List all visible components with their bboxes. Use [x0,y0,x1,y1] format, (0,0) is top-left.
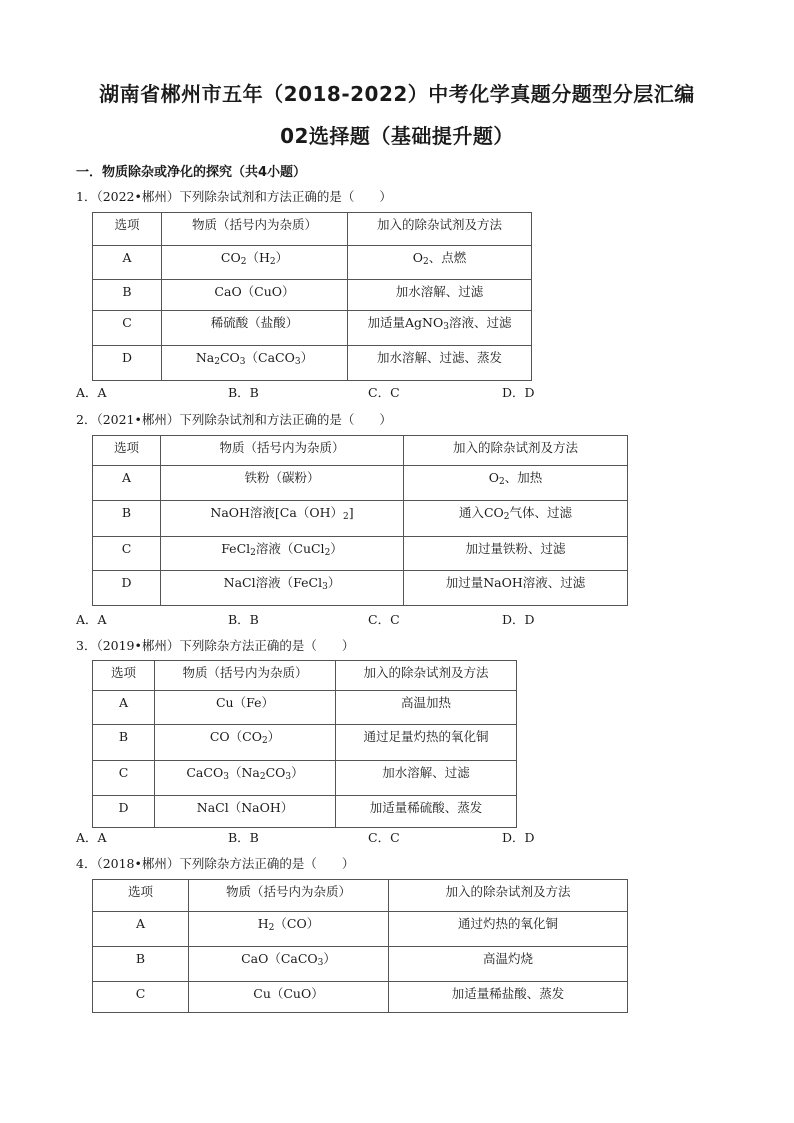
table-header-cell: 选项 [93,880,189,912]
answer-option-b[interactable]: B．B [228,385,259,400]
table-header-cell: 加入的除杂试剂及方法 [348,213,532,246]
answer-option-a[interactable]: A．A [76,385,107,400]
method-cell: $O_2$、加热 [404,466,628,501]
table-row [93,796,517,828]
table-header-row [93,880,628,912]
substance-cell: CaO（CuO） [162,280,348,311]
method-cell: 高温加热 [336,691,517,725]
option-cell: C [93,761,155,796]
method-cell: 加适量稀盐酸、蒸发 [389,982,628,1013]
table-row [93,346,532,381]
table-row [93,466,628,501]
option-cell: B [93,501,161,537]
question-2-stem: 2．（2021•郴州）下列除杂试剂和方法正确的是（ ） [76,412,392,427]
answer-option-a[interactable]: A．A [76,830,107,845]
option-cell: C [93,537,161,571]
table-row [93,982,628,1013]
option-cell: A [93,466,161,501]
table-row [93,501,628,537]
method-cell: 加过量铁粉、过滤 [404,537,628,571]
method-cell: 通过足量灼热的氧化铜 [336,725,517,761]
question-3-table [92,660,517,828]
method-cell: 加水溶解、过滤 [336,761,517,796]
question-4-stem: 4．（2018•郴州）下列除杂方法正确的是（ ） [76,856,355,871]
answer-option-b[interactable]: B．B [228,612,259,627]
method-cell: $O_2$、点燃 [348,246,532,280]
substance-cell: $H_2(CO)$ [189,912,389,947]
option-cell: B [93,280,162,311]
table-header-cell: 选项 [93,213,162,246]
substance-cell: $CO(CO_2)$ [155,725,336,761]
doc-title: 湖南省郴州市五年（2018-2022）中考化学真题分题型分层汇编 [99,82,695,106]
method-cell: 高温灼烧 [389,947,628,982]
substance-cell: NaCl（NaOH） [155,796,336,828]
table-row [93,571,628,606]
option-cell: A [93,691,155,725]
method-cell: 加适量稀硫酸、蒸发 [336,796,517,828]
substance-cell: $CaCO_3(Na_2CO_3)$ [155,761,336,796]
question-4-table [92,879,628,1013]
answer-option-c[interactable]: C．C [368,385,400,400]
method-cell: 加适量AgNO$_3$溶液、过滤 [348,311,532,346]
table-header-row [93,436,628,466]
substance-cell: FeCl$_2$溶液（CuCl$_2$） [161,537,404,571]
answer-option-c[interactable]: C．C [368,830,400,845]
table-header-row [93,661,517,691]
table-header-cell: 物质（括号内为杂质） [162,213,348,246]
option-cell: A [93,912,189,947]
question-2-table [92,435,628,606]
substance-cell: $Na_2CO_3(CaCO_3)$ [162,346,348,381]
option-cell: D [93,346,162,381]
table-header-cell: 加入的除杂试剂及方法 [389,880,628,912]
substance-cell: 铁粉（碳粉） [161,466,404,501]
question-3-stem: 3．（2019•郴州）下列除杂方法正确的是（ ） [76,638,355,653]
option-cell: D [93,571,161,606]
substance-cell: 稀硫酸（盐酸） [162,311,348,346]
table-row [93,761,517,796]
doc-subtitle: 02选择题（基础提升题） [280,124,514,148]
table-row [93,537,628,571]
table-header-row [93,213,532,246]
question-1-stem: 1．（2022•郴州）下列除杂试剂和方法正确的是（ ） [76,189,392,204]
answer-option-a[interactable]: A．A [76,612,107,627]
substance-cell: CaO（CaCO$_3$） [189,947,389,982]
section-heading: 一．物质除杂或净化的探究（共4小题） [76,165,307,180]
substance-cell: $CO_2(H_2)$ [162,246,348,280]
table-header-cell: 加入的除杂试剂及方法 [336,661,517,691]
table-header-cell: 加入的除杂试剂及方法 [404,436,628,466]
answer-option-b[interactable]: B．B [228,830,259,845]
question-1-table [92,212,532,381]
method-cell: 加水溶解、过滤、蒸发 [348,346,532,381]
table-row [93,691,517,725]
table-header-cell: 选项 [93,436,161,466]
table-row [93,246,532,280]
option-cell: B [93,725,155,761]
table-row [93,947,628,982]
option-cell: B [93,947,189,982]
method-cell: 加过量NaOH溶液、过滤 [404,571,628,606]
option-cell: C [93,311,162,346]
table-row [93,912,628,947]
method-cell: 加水溶解、过滤 [348,280,532,311]
table-row [93,311,532,346]
answer-option-c[interactable]: C．C [368,612,400,627]
table-row [93,725,517,761]
method-cell: 通过灼热的氧化铜 [389,912,628,947]
substance-cell: Cu（Fe） [155,691,336,725]
table-header-cell: 物质（括号内为杂质） [155,661,336,691]
option-cell: C [93,982,189,1013]
option-cell: D [93,796,155,828]
substance-cell: NaCl溶液（FeCl$_3$） [161,571,404,606]
answer-option-d[interactable]: D．D [502,830,535,845]
table-row [93,280,532,311]
answer-option-d[interactable]: D．D [502,612,535,627]
table-header-cell: 物质（括号内为杂质） [189,880,389,912]
substance-cell: NaOH溶液$[Ca(OH)_2]$ [161,501,404,537]
substance-cell: Cu（CuO） [189,982,389,1013]
method-cell: 通入$CO_2$气体、过滤 [404,501,628,537]
answer-option-d[interactable]: D．D [502,385,535,400]
option-cell: A [93,246,162,280]
table-header-cell: 物质（括号内为杂质） [161,436,404,466]
table-header-cell: 选项 [93,661,155,691]
